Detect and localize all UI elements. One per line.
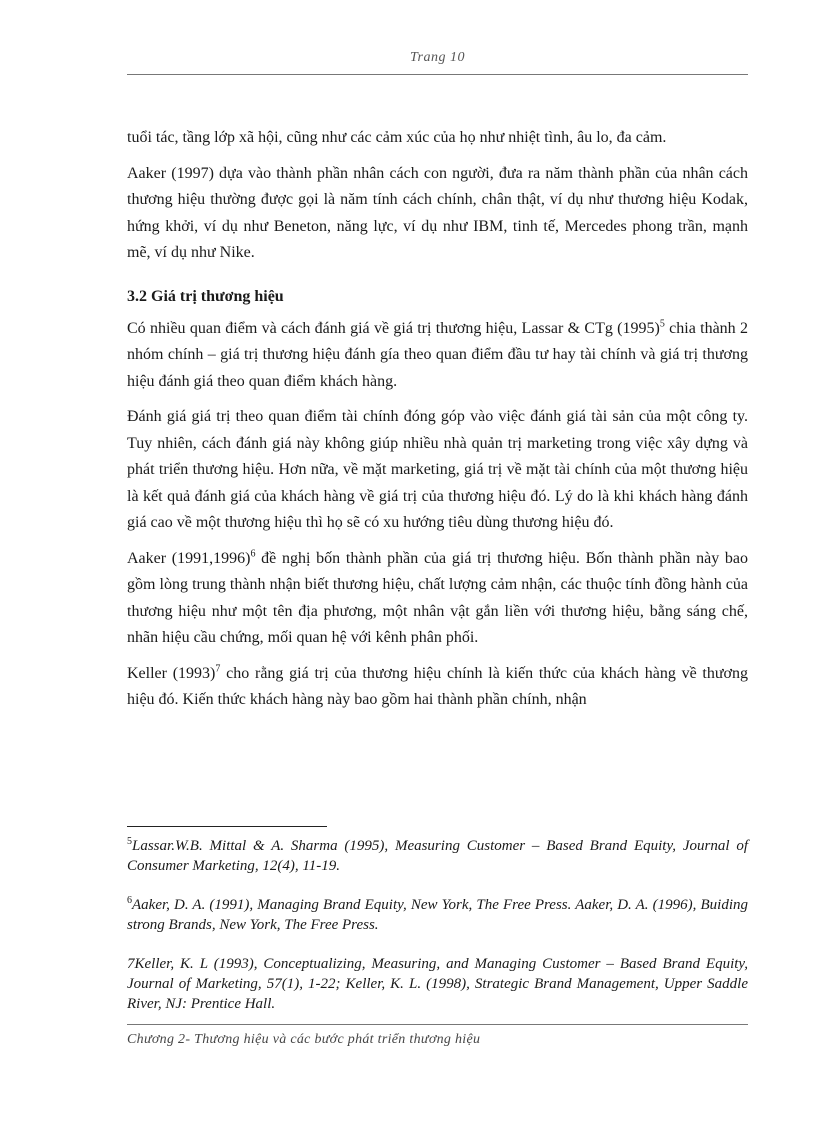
footnotes xyxy=(127,836,748,1033)
footnote-5-text: Lassar.W.B. Mittal & A. Sharma (1995), Measuring Customer – Based Brand Equity, Journal of Consumer Marketing, 12(4), 11-19. xyxy=(127,838,748,874)
paragraph-1: tuổi tác, tầng lớp xã hội, cũng như các cảm xúc của họ như nhiệt tình, âu lo, đa cảm. xyxy=(127,129,667,146)
paragraph-6 xyxy=(127,661,748,714)
paragraph-5-text-start: Aaker (1991,1996) xyxy=(127,549,251,567)
paragraph-3 xyxy=(127,316,748,396)
footnote-rule xyxy=(127,826,327,827)
section-heading: 3.2 Giá trị thương hiệu xyxy=(127,287,284,305)
footnote-7: 7Keller, K. L (1993), Conceptualizing, Measuring, and Managing Customer – Based Brand Equity, Journal of Marketing, 57(1), 1-22; Keller, K. L. (1998), Strategic Brand Management, Upper Saddle River, NJ: Prentice Hall. xyxy=(127,956,748,1012)
footnote-6 xyxy=(127,895,748,935)
footnote-ref-6: 6 xyxy=(250,548,256,560)
footnote-6-number: 6 xyxy=(127,895,132,906)
footer-rule xyxy=(127,1024,748,1025)
body-text xyxy=(127,125,748,723)
page-header: Trang 10 xyxy=(410,50,465,65)
page-footer: Chương 2- Thương hiệu và các bước phát triển thương hiệu xyxy=(127,1032,481,1047)
footnote-ref-7: 7 xyxy=(215,663,221,675)
paragraph-3-text-end: chia thành 2 nhóm chính – giá trị thương hiệu đánh gía theo quan điểm đầu tư hay tài chính và giá trị thương hiệu đánh giá theo quan điểm khách hàng. xyxy=(127,319,748,390)
footnote-6-text: Aaker, D. A. (1991), Managing Brand Equity, New York, The Free Press. Aaker, D. A. (1996), Buiding strong Brands, New York, The Free Press. xyxy=(127,897,748,933)
paragraph-5-text-end: đề nghị bốn thành phần của giá trị thương hiệu. Bốn thành phần này bao gồm lòng trung thành nhận biết thương hiệu, chất lượng cảm nhận, các thuộc tính đồng hành của thương hiệu như một tên địa phương, một nhân vật gắn liền với thương hiệu, bằng sáng chế, nhãn hiệu cầu chứng, mối quan hệ với kênh phân phối. xyxy=(127,549,749,646)
footnote-5 xyxy=(127,836,748,876)
paragraph-6-text-end: cho rằng giá trị của thương hiệu chính là kiến thức của khách hàng về thương hiệu đó. Kiến thức khách hàng này bao gồm hai thành phần chính, nhận xyxy=(127,664,749,708)
footnote-5-number: 5 xyxy=(127,836,132,847)
paragraph-6-text-start: Keller (1993) xyxy=(127,664,216,682)
footnote-ref-5: 5 xyxy=(659,318,665,330)
header-rule xyxy=(127,74,748,75)
paragraph-2: Aaker (1997) dựa vào thành phần nhân cách con người, đưa ra năm thành phần của nhân cách thương hiệu thường được gọi là năm tính cách chính, chân thật, ví dụ như thương hiệu Kodak, hứng khởi, ví dụ như Beneton, năng lực, ví dụ như IBM, tinh tế, Mercedes phong trần, mạnh mẽ, ví dụ như Nike. xyxy=(127,164,748,261)
paragraph-5 xyxy=(127,546,748,652)
paragraph-4: Đánh giá giá trị theo quan điểm tài chính đóng góp vào việc đánh giá tài sản của một công ty. Tuy nhiên, cách đánh giá này không giúp nhiều nhà quản trị marketing trong việc xây dựng và phát triển thương hiệu. Hơn nữa, về mặt marketing, giá trị về mặt tài chính của một thương hiệu là kết quả đánh giá của khách hàng về giá trị của thương hiệu đó. Lý do là khi khách hàng đánh giá cao về một thương hiệu thì họ sẽ có xu hướng tiêu dùng thương hiệu đó. xyxy=(127,408,748,531)
paragraph-3-text-start: Có nhiều quan điểm và cách đánh giá về giá trị thương hiệu, Lassar & CTg (1995) xyxy=(127,319,660,337)
